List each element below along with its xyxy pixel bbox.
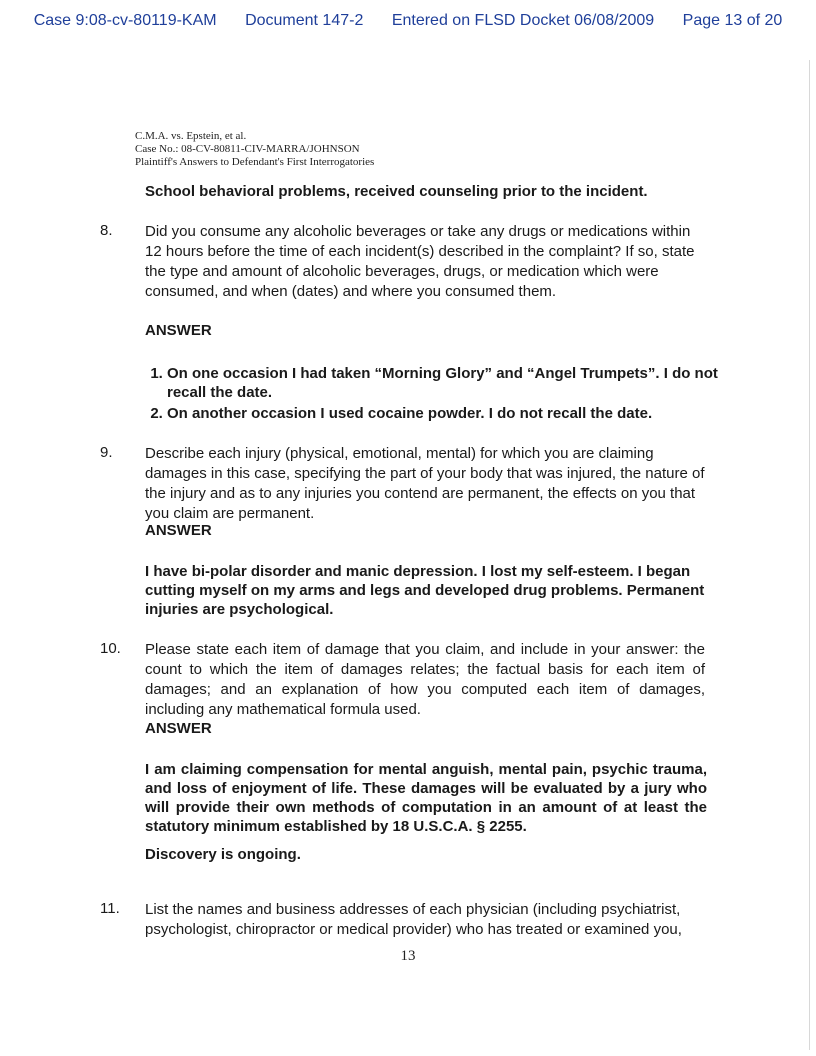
case-caption [135, 130, 374, 169]
answer-item: 2. On another occasion I used cocaine powder. I do not recall the date. [167, 404, 729, 423]
question-number: 11. [100, 900, 120, 917]
question-text: Please state each item of damage that you claim, and include in your answer: the count to which the item of damages relates; the factual basis for each item of damages; and an explanation of how you computed each item of damages, including any mathematical formula used. [145, 641, 705, 718]
page-indicator: Page 13 of 20 [682, 12, 783, 29]
caption-case-no: Case No.: 08-CV-80811-CIV-MARRA/JOHNSON [135, 143, 360, 155]
answer-list [145, 364, 729, 425]
caption-parties: C.M.A. vs. Epstein, et al. [135, 130, 247, 142]
page-number: 13 [400, 948, 416, 964]
answer-text: I am claiming compensation for mental anguish, mental pain, psychic trauma, and loss of enjoyment of life. These damages will be evaluated by a jury who will provide their own methods of computation in an amount of at least the statutory minimum established by 18 U.S.C.A. § 2255. [145, 761, 707, 835]
caption-title: Plaintiff's Answers to Defendant's First Interrogatories [135, 156, 375, 168]
answer-label: ANSWER [145, 522, 212, 539]
answer-item: 1. On one occasion I had taken “Morning Glory” and “Angel Trumpets”. I do not recall the date. [167, 364, 729, 402]
court-filing-header [0, 12, 816, 30]
question-number: 8. [100, 222, 113, 239]
answer-label: ANSWER [145, 322, 212, 339]
continued-answer: School behavioral problems, received counseling prior to the incident. [145, 183, 648, 200]
case-number: Case 9:08-cv-80119-KAM [33, 12, 217, 29]
document-number: Document 147-2 [245, 12, 364, 29]
answer-label: ANSWER [145, 720, 212, 737]
answer-extra: Discovery is ongoing. [145, 846, 301, 863]
question-text: List the names and business addresses of each physician (including psychiatrist, psychologist, chiropractor or medical provider) who has treated or examined you, [145, 901, 682, 938]
question-text: Describe each injury (physical, emotional, mental) for which you are claiming damages in this case, specifying the part of your body that was injured, the nature of the injury and as to any injuries you contend are permanent, the effects on you that you claim are permanent. [145, 445, 705, 522]
question-number: 9. [100, 444, 113, 461]
docket-entry: Entered on FLSD Docket 06/08/2009 [391, 12, 655, 29]
page-edge-line [809, 60, 810, 1050]
answer-text: I have bi-polar disorder and manic depression. I lost my self-esteem. I began cutting myself on my arms and legs and developed drug problems. Permanent injuries are psychological. [145, 563, 705, 618]
question-text: Did you consume any alcoholic beverages or take any drugs or medications within 12 hours before the time of each incident(s) described in the complaint? If so, state the type and amount of alcoholic beverages, drugs, or medication which were consumed, and when (dates) and where you consumed them. [145, 223, 695, 300]
question-number: 10. [100, 640, 121, 657]
